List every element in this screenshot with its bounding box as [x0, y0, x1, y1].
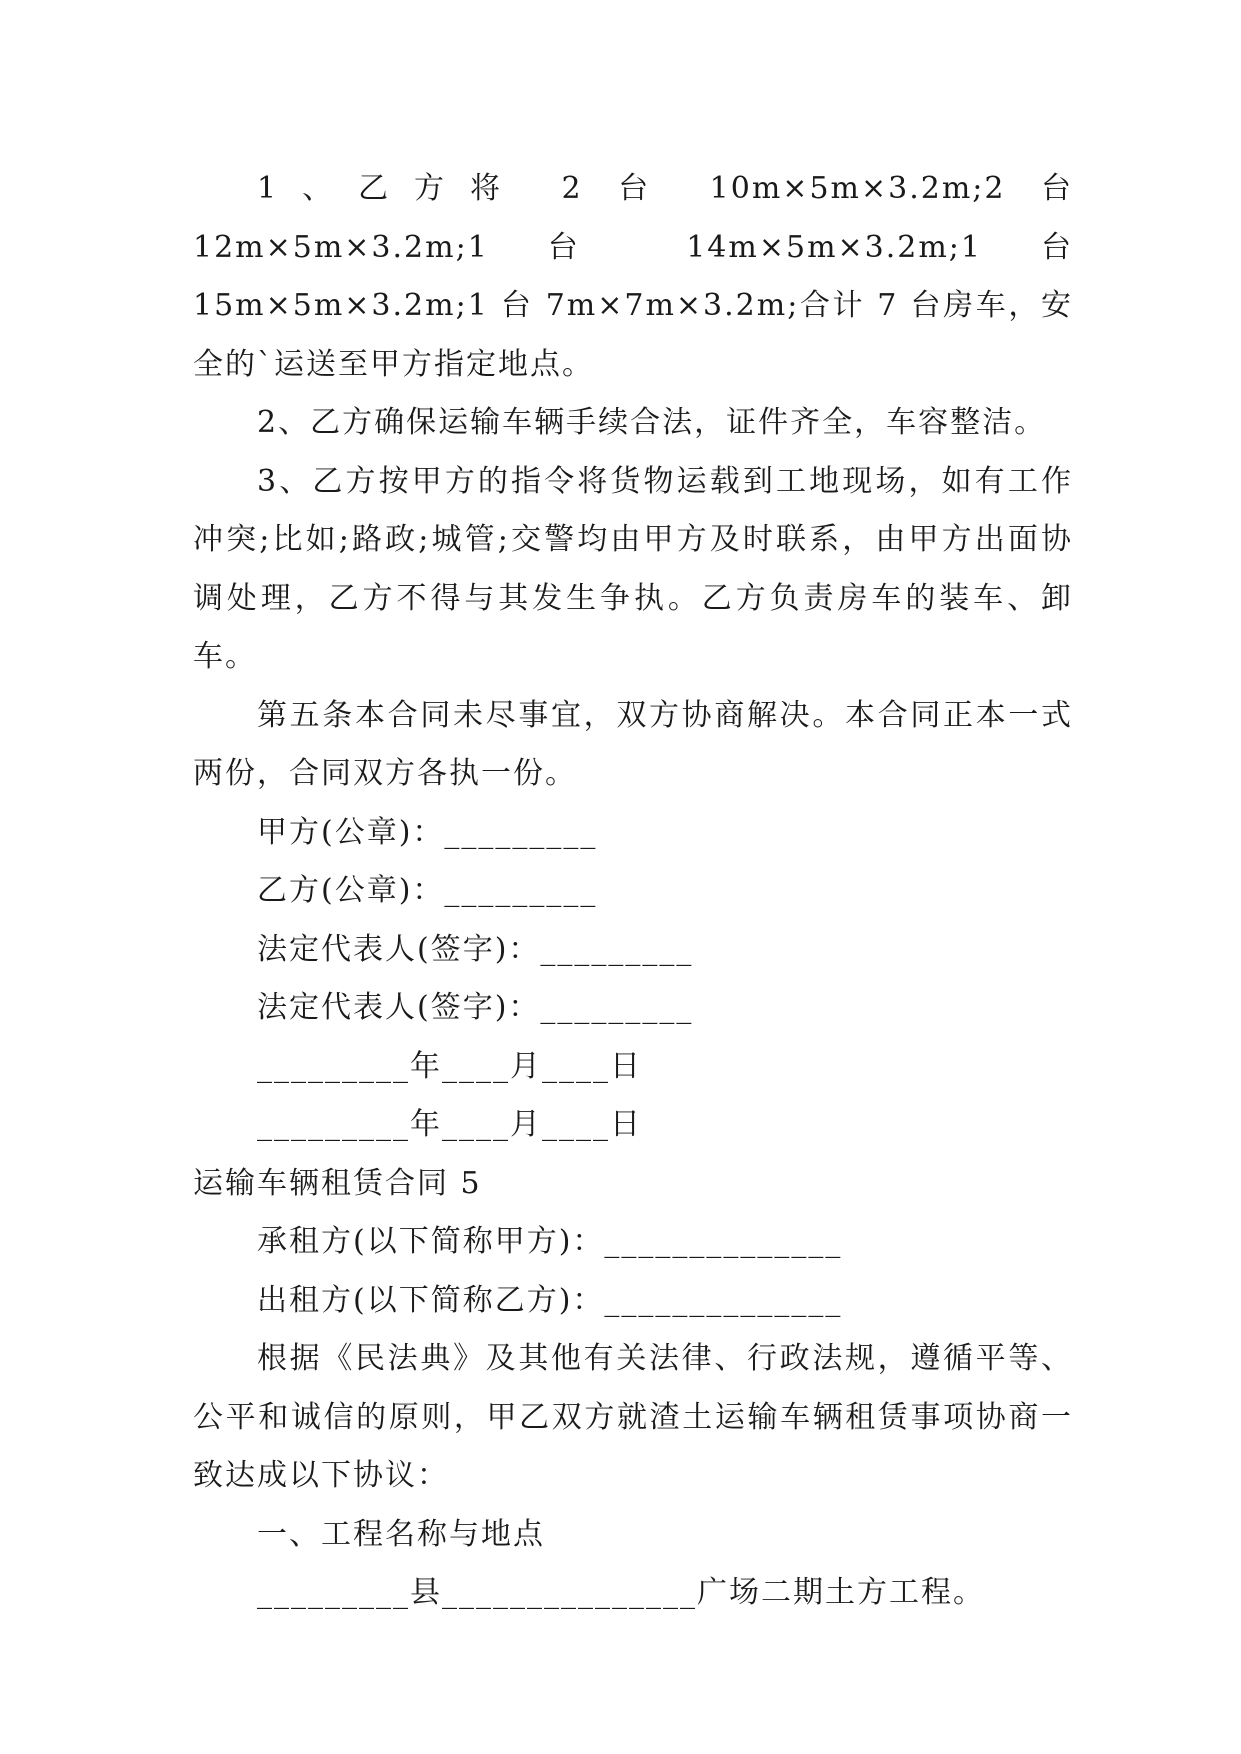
date-line: _________年____月____日 — [257, 1107, 642, 1142]
date-line: _________年____月____日 — [257, 1048, 642, 1084]
project-location-line: _________县_______________广场二期土方工程。 — [257, 1575, 985, 1610]
legal-rep-signature-line: 法定代表人(签字)：_________ — [257, 990, 694, 1025]
party-a-seal-line: 甲方(公章)：_________ — [257, 814, 598, 850]
clause-2-paragraph: 2、乙方确保运输车辆手续合法，证件齐全，车容整洁。 — [257, 405, 1047, 440]
contract-title: 运输车辆租赁合同 5 — [193, 1165, 482, 1201]
section-heading: 一、工程名称与地点 — [257, 1516, 545, 1552]
document-body — [193, 160, 1085, 1623]
clause-1-paragraph: 1、乙方将 2 台 10m×5m×3.2m;2 台 12m×5m×3.2m;1 台 14m×5m×3.2m;1 台 15m×5m×3.2m;1 台 7m×7m×3.2m;合计 7 台房车，安全的`运送至甲方指定地点。 — [193, 171, 1085, 382]
lessee-line: 承租方(以下简称甲方)：______________ — [257, 1224, 843, 1259]
lessor-line: 出租方(以下简称乙方)：______________ — [257, 1282, 843, 1318]
preamble-paragraph: 根据《民法典》及其他有关法律、行政法规，遵循平等、公平和诚信的原则，甲乙双方就渣土运输车辆租赁事项协商一致达成以下协议： — [193, 1341, 1073, 1493]
legal-rep-signature-line: 法定代表人(签字)：_________ — [257, 931, 694, 967]
party-b-seal-line: 乙方(公章)：_________ — [257, 873, 598, 908]
clause-3-paragraph: 3、乙方按甲方的指令将货物运载到工地现场，如有工作冲突;比如;路政;城管;交警均由甲方及时联系，由甲方出面协调处理，乙方不得与其发生争执。乙方负责房车的装车、卸车。 — [193, 463, 1073, 674]
article-5-paragraph: 第五条本合同未尽事宜，双方协商解决。本合同正本一式两份，合同双方各执一份。 — [193, 697, 1073, 791]
